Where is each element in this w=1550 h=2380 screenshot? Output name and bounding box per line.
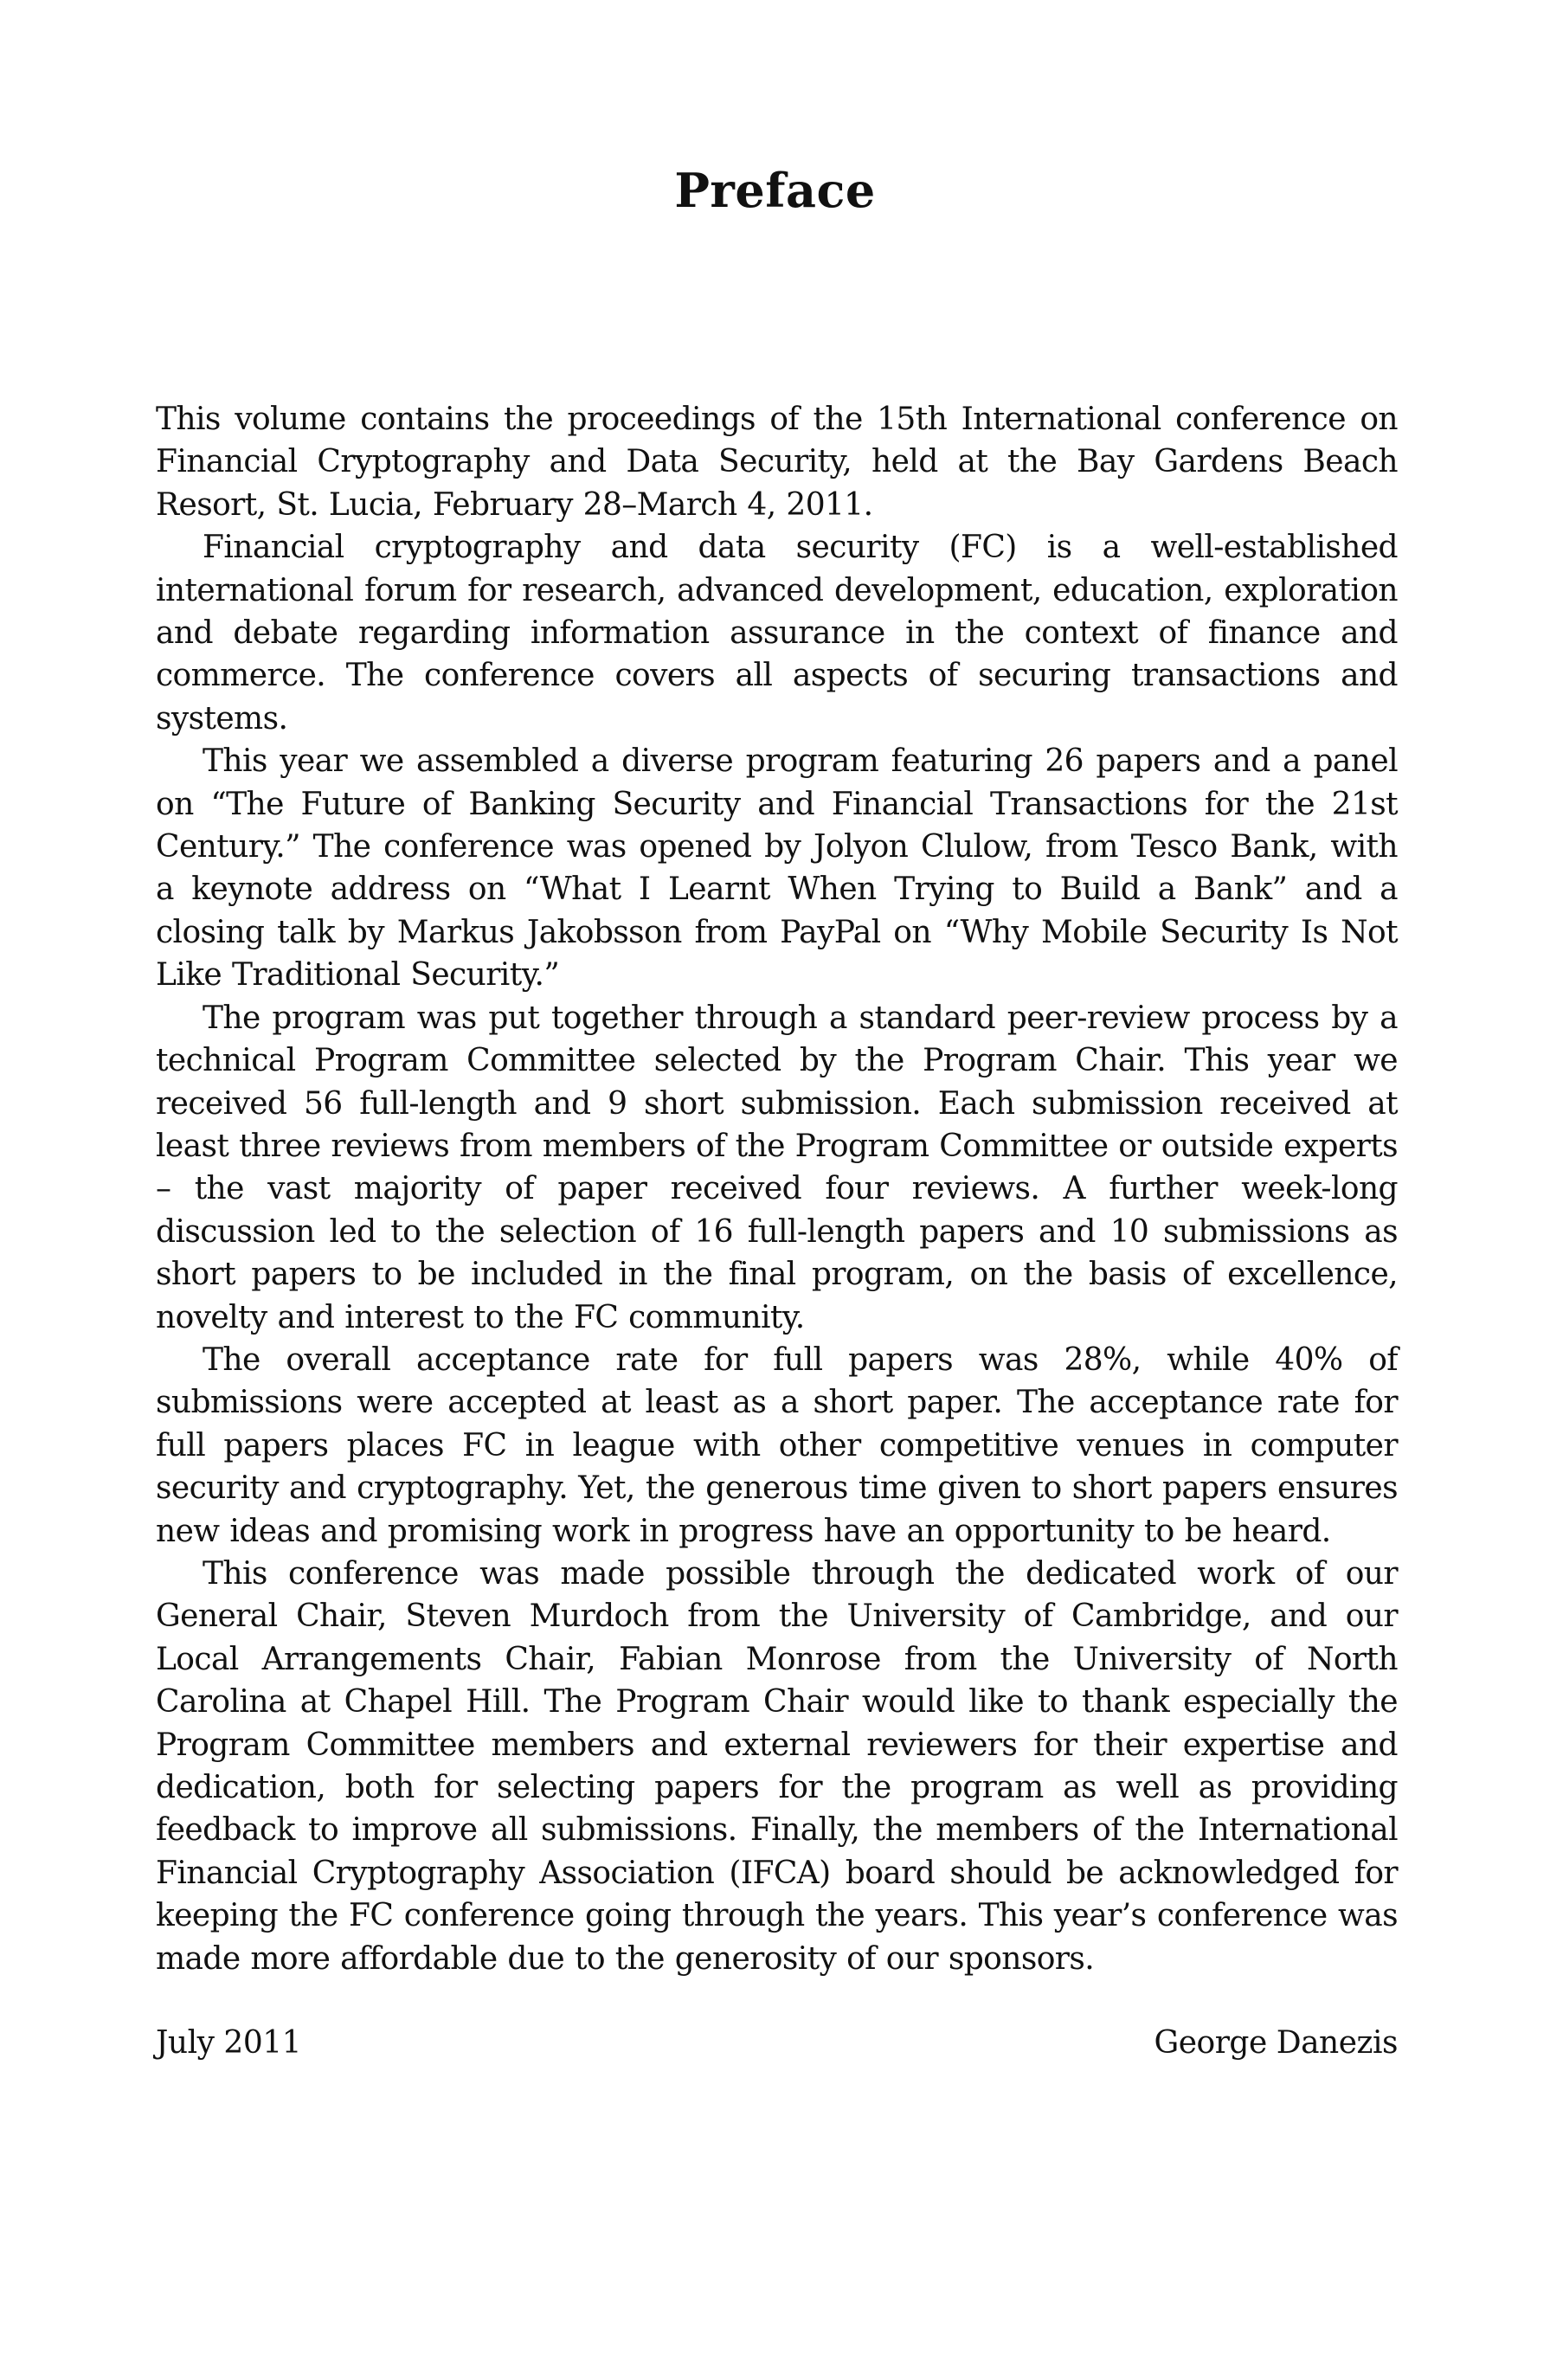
footer-date: July 2011 <box>156 2025 302 2061</box>
paragraph-1: This volume contains the proceedings of the 15th International conference on Financial Cryptography and Data Security, held at the Bay Gardens Beach Resort, St. Lucia, February 28–March 4, 2011. <box>156 402 1398 523</box>
paragraph-5: The overall acceptance rate for full papers was 28%, while 40% of submissions were accepted at least as a short paper. The acceptance rate for full papers places FC in league with other competitive venues in computer security and cryptography. Yet, the generous time given to short papers ensures new ideas and promising work in progress have an opportunity to be heard. <box>156 1341 1398 1549</box>
paragraph-3: This year we assembled a diverse program featuring 26 papers and a panel on “The Future of Banking Security and Financial Transactions for the 21st Century.” The conference was opened by Jolyon Clulow, from Tesco Bank, with a keynote address on “What I Learnt When Trying to Build a Bank” and a closing talk by Markus Jakobsson from PayPal on “Why Mobile Security Is Not Like Traditional Security.” <box>156 743 1398 994</box>
paragraph-2: Financial cryptography and data security (FC) is a well-established international forum for research, advanced development, education, exploration and debate regarding information assurance in the context of finance and commerce. The conference covers all aspects of securing transactions and systems. <box>156 530 1398 737</box>
page-title: Preface <box>674 163 876 218</box>
footer-author: George Danezis <box>1154 2025 1398 2061</box>
signature-footer <box>156 2025 1398 2061</box>
paragraph-4: The program was put together through a standard peer-review process by a technical Program Committee selected by the Program Chair. This year we received 56 full-length and 9 short submission. Each submission received at least three reviews from members of the Program Committee or outside experts – the vast majority of paper received four reviews. A further week-long discussion led to the selection of 16 full-length papers and 10 submissions as short papers to be included in the final program, on the basis of excellence, novelty and interest to the FC community. <box>156 1000 1399 1335</box>
paragraph-6: This conference was made possible through the dedicated work of our General Chair, Steven Murdoch from the University of Cambridge, and our Local Arrangements Chair, Fabian Monrose from the University of North Carolina at Chapel Hill. The Program Chair would like to thank especially the Program Committee members and external reviewers for their expertise and dedication, both for selecting papers for the program as well as providing feedback to improve all submissions. Finally, the members of the International Financial Cryptography Association (IFCA) board should be acknowledged for keeping the FC conference going through the years. This year’s conference was made more affordable due to the generosity of our sponsors. <box>156 1555 1398 1977</box>
body-text <box>156 398 1398 1980</box>
